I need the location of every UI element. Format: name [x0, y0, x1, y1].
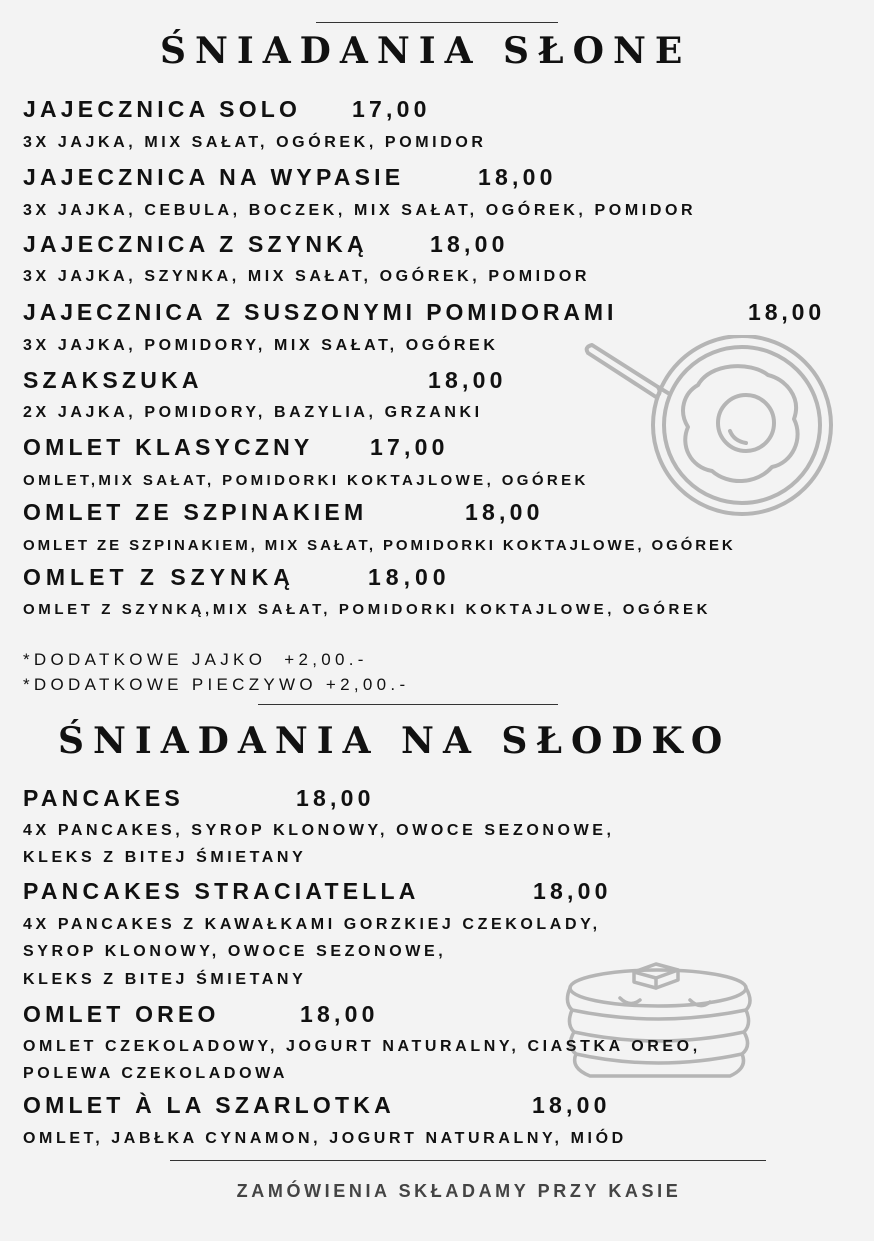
item-price: 18,00 — [368, 564, 451, 590]
item-price: 18,00 — [428, 367, 507, 393]
item-price: 18,00 — [300, 1001, 379, 1027]
menu-item-omlet-oreo — [23, 1001, 379, 1028]
menu-item-omlet-klasyczny — [23, 434, 449, 461]
menu-item-jajecznica-solo — [23, 96, 431, 123]
item-name: OMLET ZE SZPINAKIEM — [23, 499, 368, 525]
menu-item-omlet-a-la-szarlotka — [23, 1092, 611, 1119]
extra-egg-note: *DODATKOWE JAJKO +2,00.- — [23, 650, 368, 669]
item-name: SZAKSZUKA — [23, 367, 203, 393]
item-description: 3X JAJKA, CEBULA, BOCZEK, MIX SAŁAT, OGÓREK, POMIDOR — [23, 202, 697, 219]
item-name: PANCAKES STRACIATELLA — [23, 878, 420, 904]
pancake-stack-icon — [560, 958, 760, 1088]
section-title-sweet: ŚNIADANIA NA SŁODKO — [58, 720, 732, 762]
item-description-line: KLEKS Z BITEJ ŚMIETANY — [23, 849, 307, 866]
item-name: OMLET À LA SZARLOTKA — [23, 1092, 395, 1118]
item-description: 3X JAJKA, SZYNKA, MIX SAŁAT, OGÓREK, POMIDOR — [23, 268, 591, 285]
bottom-divider — [170, 1160, 766, 1161]
item-description: OMLET Z SZYNKĄ,MIX SAŁAT, POMIDORKI KOKTAJLOWE, OGÓREK — [23, 601, 712, 618]
menu-item-jajecznica-na-wypasie — [23, 164, 557, 191]
egg-pan-icon — [580, 335, 840, 525]
item-price: 18,00 — [533, 878, 612, 904]
item-price: 18,00 — [478, 164, 557, 190]
item-description: OMLET ZE SZPINAKIEM, MIX SAŁAT, POMIDORKI KOKTAJLOWE, OGÓREK — [23, 537, 736, 554]
item-description: 3X JAJKA, POMIDORY, MIX SAŁAT, OGÓREK — [23, 337, 499, 354]
item-name: JAJECZNICA Z SUSZONYMI POMIDORAMI — [23, 299, 618, 325]
menu-item-jajecznica-z-suszonymi-pomidorami — [23, 299, 826, 326]
item-description-line: SYROP KLONOWY, OWOCE SEZONOWE, — [23, 943, 447, 960]
item-name: OMLET OREO — [23, 1001, 220, 1027]
item-description-line: OMLET CZEKOLADOWY, JOGURT NATURALNY, CIASTKA OREO, — [23, 1038, 701, 1055]
menu-item-pancakes-straciatella — [23, 878, 612, 905]
item-name: JAJECZNICA NA WYPASIE — [23, 164, 405, 190]
item-description-line: OMLET, JABŁKA CYNAMON, JOGURT NATURALNY, MIÓD — [23, 1130, 627, 1147]
item-price: 18,00 — [465, 499, 544, 525]
extra-bread-note: *DODATKOWE PIECZYWO +2,00.- — [23, 675, 410, 694]
item-price: 18,00 — [532, 1092, 611, 1118]
section-title-savory: ŚNIADANIA SŁONE — [160, 30, 692, 72]
menu-item-szakszuka — [23, 367, 507, 394]
item-name: OMLET Z SZYNKĄ — [23, 564, 295, 590]
item-description-line: KLEKS Z BITEJ ŚMIETANY — [23, 971, 307, 988]
item-name: JAJECZNICA Z SZYNKĄ — [23, 231, 368, 257]
item-description-line: 4X PANCAKES, SYROP KLONOWY, OWOCE SEZONOWE, — [23, 822, 615, 839]
item-price: 18,00 — [748, 299, 826, 325]
middle-divider — [258, 704, 558, 705]
item-name: JAJECZNICA SOLO — [23, 96, 302, 122]
menu-item-jajecznica-z-szynka — [23, 231, 509, 258]
item-price: 17,00 — [352, 96, 431, 122]
item-description: 3X JAJKA, MIX SAŁAT, OGÓREK, POMIDOR — [23, 134, 487, 151]
item-description: OMLET,MIX SAŁAT, POMIDORKI KOKTAJLOWE, OGÓREK — [23, 472, 589, 489]
item-description-line: POLEWA CZEKOLADOWA — [23, 1065, 289, 1082]
item-price: 18,00 — [430, 231, 509, 257]
menu-item-pancakes — [23, 785, 375, 812]
item-description: 2X JAJKA, POMIDORY, BAZYLIA, GRZANKI — [23, 404, 483, 421]
item-description-line: 4X PANCAKES Z KAWAŁKAMI GORZKIEJ CZEKOLADY, — [23, 916, 601, 933]
footer-note: ZAMÓWIENIA SKŁADAMY PRZY KASIE — [236, 1181, 682, 1201]
item-price: 17,00 — [370, 434, 449, 460]
item-price: 18,00 — [296, 785, 375, 811]
top-divider — [316, 22, 558, 23]
menu-item-omlet-ze-szpinakiem — [23, 499, 544, 526]
item-name: PANCAKES — [23, 785, 184, 811]
item-name: OMLET KLASYCZNY — [23, 434, 314, 460]
menu-item-omlet-z-szynka — [23, 564, 451, 591]
